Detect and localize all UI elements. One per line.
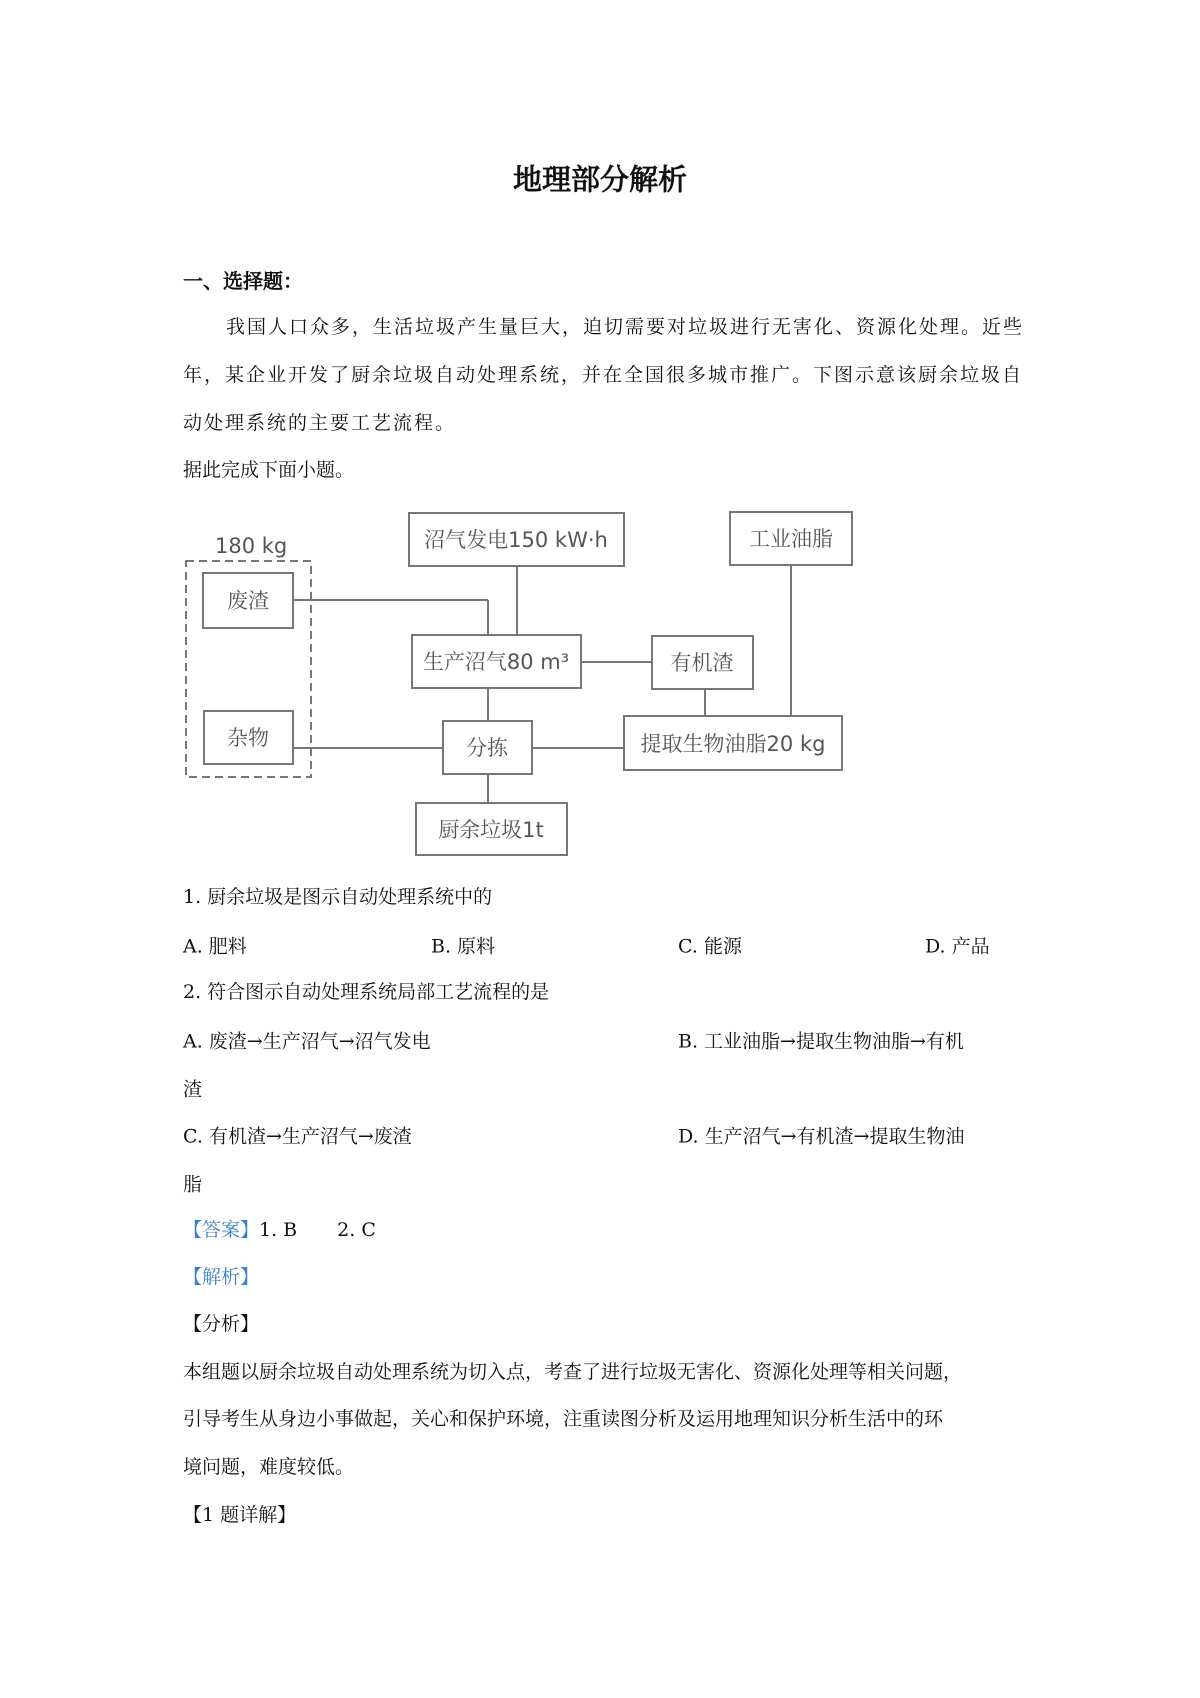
answer-value-2: 2. C [337, 1219, 376, 1241]
debris-label: 杂物 [227, 726, 269, 750]
industrial-grease-label: 工业油脂 [749, 527, 833, 551]
section-heading: 一、选择题： [183, 269, 303, 293]
q1-option-a[interactable]: A. 肥料 [183, 935, 247, 958]
group-weight-label: 180 kg [215, 534, 288, 558]
organic-residue-label: 有机渣 [670, 651, 734, 675]
q1-option-d[interactable]: D. 产品 [925, 935, 990, 958]
intro-line: 我国人口众多，生活垃圾产生量巨大，迫切需要对垃圾进行无害化、资源化处理。近些 [226, 316, 1025, 338]
q2-option-c[interactable]: C. 有机渣→生产沼气→废渣 [183, 1125, 412, 1148]
prompt-text: 据此完成下面小题。 [183, 459, 355, 481]
biogas-power-label: 沼气发电150 kW·h [424, 528, 608, 552]
q1-option-c[interactable]: C. 能源 [678, 935, 742, 958]
analysis-label: 【解析】 [183, 1266, 260, 1288]
q2-option-a[interactable]: A. 废渣→生产沼气→沼气发电 [183, 1030, 431, 1053]
answer-line [183, 1218, 376, 1242]
page-title: 地理部分解析 [512, 162, 687, 197]
q2-option-b-wrap: 渣 [183, 1078, 203, 1101]
q1-option-b[interactable]: B. 原料 [431, 935, 496, 958]
question-1-stem: 1. 厨余垃圾是图示自动处理系统中的 [183, 886, 493, 908]
fenxi-label: 【分析】 [183, 1313, 260, 1335]
analysis-text-line: 境问题，难度较低。 [183, 1456, 355, 1478]
q2-option-d-wrap: 脂 [183, 1173, 203, 1196]
waste-residue-label: 废渣 [227, 589, 269, 613]
question-2-stem: 2. 符合图示自动处理系统局部工艺流程的是 [183, 981, 550, 1003]
q2-option-b[interactable]: B. 工业油脂→提取生物油脂→有机 [678, 1030, 964, 1053]
sorting-label: 分拣 [466, 736, 508, 760]
biogas-production-label: 生产沼气80 m³ [422, 650, 570, 674]
analysis-text-line: 本组题以厨余垃圾自动处理系统为切入点，考查了进行垃圾无害化、资源化处理等相关问题， [183, 1361, 963, 1383]
kitchen-waste-label: 厨余垃圾1t [438, 818, 544, 842]
intro-line: 动处理系统的主要工艺流程。 [183, 412, 457, 434]
q2-option-d[interactable]: D. 生产沼气→有机渣→提取生物油 [678, 1125, 965, 1148]
analysis-text-line: 引导考生从身边小事做起，关心和保护环境，注重读图分析及运用地理知识分析生活中的环 [183, 1408, 944, 1430]
answer-value-1: 1. B [259, 1219, 298, 1241]
detail-label: 【1 题详解】 [183, 1504, 297, 1526]
answer-label: 【答案】 [183, 1219, 260, 1241]
intro-line: 年，某企业开发了厨余垃圾自动处理系统，并在全国很多城市推广。下图示意该厨余垃圾自 [183, 364, 1024, 386]
bio-oil-extraction-label: 提取生物油脂20 kg [640, 732, 826, 756]
